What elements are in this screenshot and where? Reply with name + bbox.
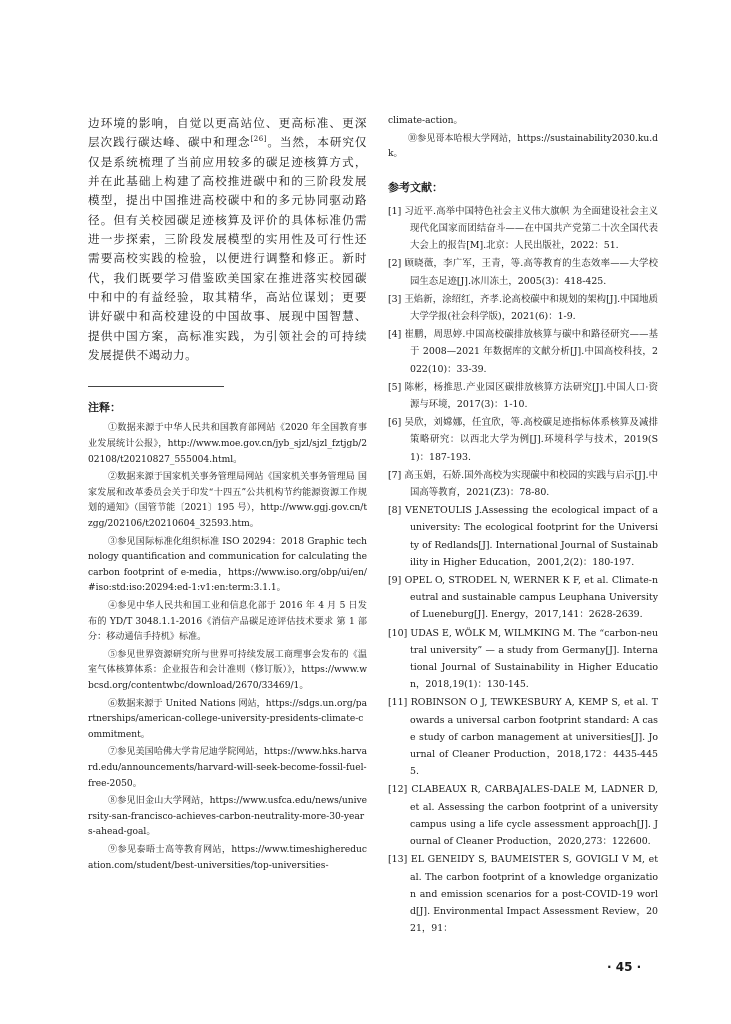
note-7: ⑦参见美国哈佛大学肯尼迪学院网站，https://www.hks.harvard.edu/announcements/harvard-will-seek-become-fossil-fuel-free-2050。 (88, 747, 367, 789)
reference-9: [9] OPEL O, STRODEL N, WERNER K F, et al. Climate-neutral and sustainable campus Leuphana University of Lueneburg[J]. Energy，2017,141：2628-2639. (388, 575, 658, 621)
note-4: ④参见中华人民共和国工业和信息化部于 2016 年 4 月 5 日发布的 YD/T 3048.1.1-2016《消信产品碳足迹评估技术要求 第 1 部分：移动通信手持机》标准。 (88, 601, 367, 643)
notes-title: 注释： (88, 401, 121, 415)
left-column (88, 114, 367, 876)
reference-2: [2] 顾晓薇，李广军，王青，等.高等教育的生态效率——大学校园生态足迹[J].冰川冻土，2005(3)：418-425. (388, 258, 658, 287)
reference-8: [8] VENETOULIS J.Assessing the ecological impact of a university: The ecological footprint for the University of Redlands[J]. International Journal of Sustainability in Higher Education，2001,2(2)：180-197. (388, 505, 658, 568)
reference-7: [7] 高玉娟，石娇.国外高校为实现碳中和校园的实践与启示[J].中国高等教育，2021(Z3)：78-80. (388, 469, 658, 499)
references-title: 参考文献： (388, 180, 443, 194)
reference-12: [12] CLABEAUX R, CARBAJALES-DALE M, LADNER D, et al. Assessing the carbon footprint of a university campus using a life cycle assessment approach[J]. Journal of Cleaner Production，2020,273：122600. (388, 784, 658, 848)
page-number: · 45 · (607, 960, 642, 974)
note-9: ⑨参见泰晤士高等教育网站，https://www.timeshighereducation.com/student/best-universities/top-universities- (88, 844, 367, 871)
reference-5: [5] 陈彬，杨推思.产业园区碳排放核算方法研究[J].中国人口·资源与环境，2017(3)：1-10. (388, 381, 658, 411)
note-1: ①数据来源于中华人民共和国教育部网站《2020 年全国教育事业发展统计公报》，http://www.moe.gov.cn/jyb_sjzl/sjzl_fztjgb/202108/t20210827_555004.html。 (88, 423, 367, 465)
reference-3: [3] 王焰新，涂绍红，齐孝.论高校碳中和规划的架构[J].中国地质大学学报(社会科学版)，2021(6)：1-9. (388, 293, 658, 322)
reference-11: [11] ROBINSON O J, TEWKESBURY A, KEMP S, et al. Towards a universal carbon footprint standard: A case study of carbon management at universities[J]. Journal of Cleaner Production，2018,172：4435-4455. (388, 697, 658, 778)
body-paragraph (88, 114, 367, 365)
note-5: ⑤参见世界资源研究所与世界可持续发展工商理事会发布的《温室气体核算体系：企业报告和会计准则（修订版）》，https://www.wbcsd.org/contentwbc/download/2670/33469/1。 (88, 649, 367, 691)
reference-13: [13] EL GENEIDY S, BAUMEISTER S, GOVIGLI V M, et al. The carbon footprint of a knowledge organization and emission scenarios for a post-COVID-19 world[J]. Environmental Impact Assessment Review，2021，91： (388, 854, 658, 935)
body-text-a: 边环境的影响，自觉以更高站位、更高标准、更深层次践行碳达峰、碳中和理念 (88, 116, 367, 150)
reference-10: [10] UDAS E, WÖLK M, WILMKING M. The “carbon-neutral university” — a study from Germany[J]. International Journal of Sustainability in Higher Education，2018,19(1)：130-145. (388, 627, 658, 691)
note-10: ⑩参见哥本哈根大学网站，https://sustainability2030.ku.dk。 (388, 133, 658, 160)
note-3: ③参见国际标准化组织标准 ISO 20294：2018 Graphic technology quantification and communication for calculating the carbon footprint of e-media，https://www.iso.org/obp/ui/en/#iso:std:iso:20294:ed-1:v1:en:term:3.1.1。 (88, 536, 367, 594)
note-2: ②数据来源于国家机关事务管理局网站《国家机关事务管理局 国家发展和改革委员会关于印发“十四五”公共机构节约能源资源工作规划的通知》（国管节能〔2021〕195 号），http://www.ggj.gov.cn/tzgg/202106/t20210604_32593.htm。 (88, 472, 367, 530)
right-column (388, 114, 658, 938)
footnote-divider (88, 386, 224, 387)
reference-4: [4] 崔鹏，周思婷.中国高校碳排放核算与碳中和路径研究——基于 2008—2021 年数据库的文献分析[J].中国高校科技，2022(10)：33-39. (388, 329, 658, 375)
note-8: ⑧参见旧金山大学网站，https://www.usfca.edu/news/university-san-francisco-achieves-carbon-neutrality-more-30-years-ahead-goal。 (88, 796, 367, 838)
note-6: ⑥数据来源于 United Nations 网站，https://sdgs.un.org/partnerships/american-college-university-presidents-climate-commitment。 (88, 698, 368, 740)
body-text-b: 。当然，本研究仅仅是系统梳理了当前应用较多的碳足迹核算方式，并在此基础上构建了高校推进碳中和的三阶段发展模型，提出中国推进高校碳中和的多元协同驱动路径。但有关校园碳足迹核算及评价的具体标准仍需进一步探索，三阶段发展模型的实用性及可行性还需要高校实践的检验，以便进行调整和修正。新时代，我们既要学习借鉴欧美国家在推进落实校园碳中和中的有益经验，取其精华，高站位谋划；更要讲好碳中和高校建设的中国故事、展现中国智慧、提供中国方案，高标准实践，为引领社会的可持续发展提供不竭动力。 (88, 135, 367, 363)
reference-6: [6] 吴欣，刘嫦娜，任宜欣，等.高校碳足迹指标体系核算及减排策略研究：以西北大学为例[J].环境科学与技术，2019(S1)：187-193. (388, 417, 658, 463)
note-9-continued: climate-action。 (388, 116, 463, 126)
reference-1: [1] 习近平.高举中国特色社会主义伟大旗帜 为全面建设社会主义现代化国家而团结奋斗——在中国共产党第二十次全国代表大会上的报告[M].北京：人民出版社，2022：51. (388, 205, 658, 252)
citation-26: [26] (250, 135, 268, 144)
